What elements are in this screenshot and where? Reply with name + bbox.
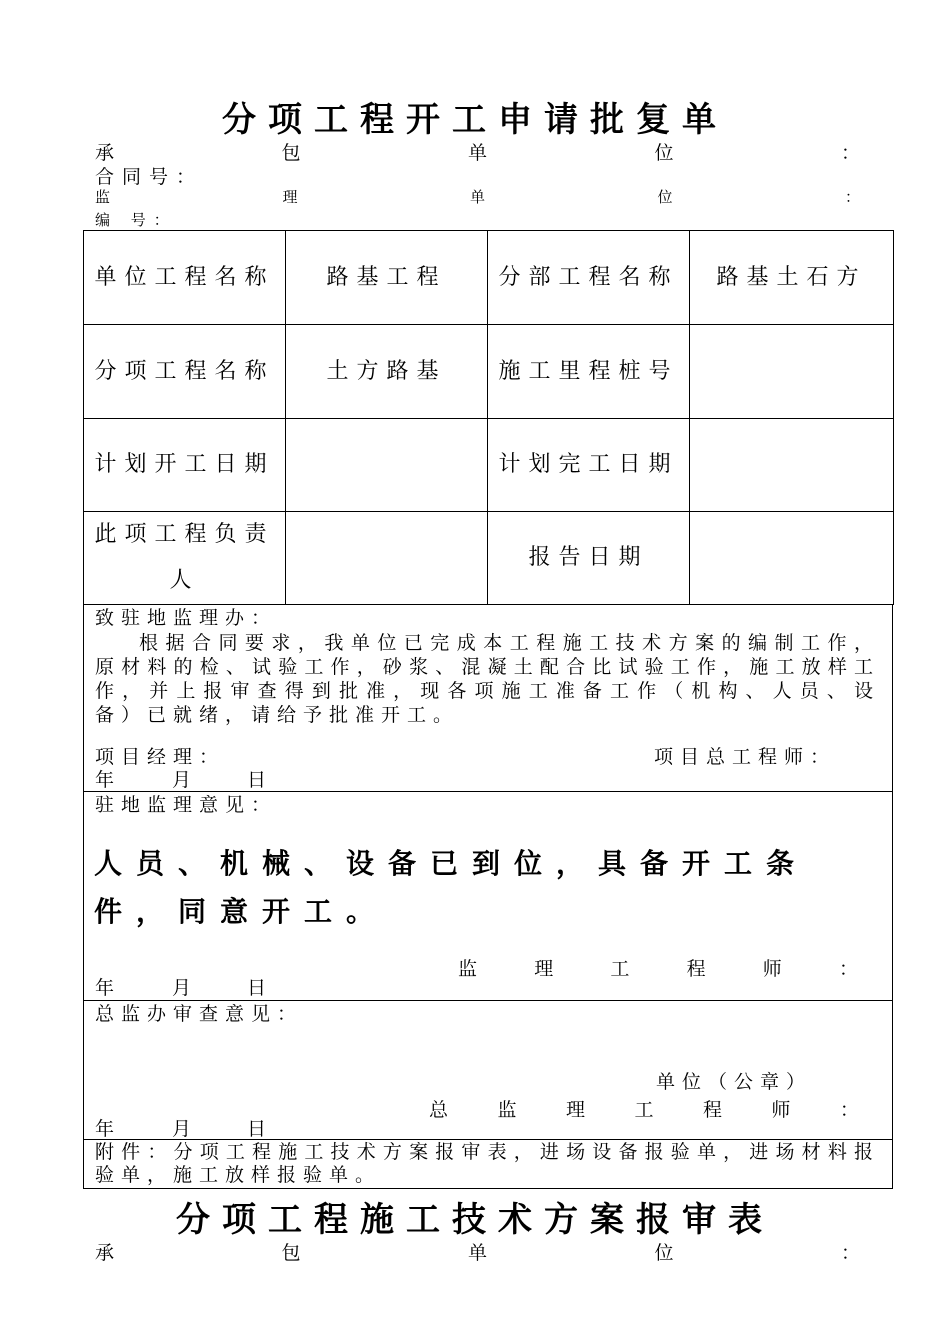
unit-seal-label: 单位（公章） <box>656 1071 813 1093</box>
stake-label: 施工里程桩号 <box>488 325 690 419</box>
division-name-label: 分部工程名称 <box>488 231 690 325</box>
item-name-label: 分项工程名称 <box>84 325 286 419</box>
footer-contractor-colon: ： <box>840 1242 860 1264</box>
resident-date-day: 日 <box>247 977 274 999</box>
chief-char: 师 <box>771 1099 791 1121</box>
engineer-colon: ： <box>838 958 858 980</box>
stake-value <box>690 325 894 419</box>
chief-supervisor-line <box>429 1095 859 1122</box>
contractor-char: 承 <box>95 142 115 164</box>
supervising-engineer-line <box>458 954 858 981</box>
supervisor-char: 监 <box>95 188 111 206</box>
plan-start-value <box>286 419 488 512</box>
chief-char: 总 <box>429 1099 449 1121</box>
footer-contractor-line <box>95 1238 860 1265</box>
item-name-value: 土方路基 <box>286 325 488 419</box>
chief-opinion-label: 总监办审查意见： <box>95 1003 304 1025</box>
supervisor-char: 单 <box>469 188 485 206</box>
plan-start-label: 计划开工日期 <box>84 419 286 512</box>
supervisor-colon: ： <box>844 188 860 206</box>
resident-opinion-label: 驻地监理意见： <box>95 794 278 816</box>
engineer-char: 监 <box>458 958 478 980</box>
unit-name-value: 路基工程 <box>286 231 488 325</box>
chief-char: 监 <box>497 1099 517 1121</box>
supervisor-char: 理 <box>282 188 298 206</box>
contractor-colon: ： <box>840 142 860 164</box>
division-name-value: 路基土石方 <box>690 231 894 325</box>
second-title: 分项工程施工技术方案报审表 <box>176 1200 774 1240</box>
supervisor-char: 位 <box>657 188 673 206</box>
application-body: 根据合同要求，我单位已完成本工程施工技术方案的编制工作，原材料的检、试验工作，砂浆、混凝土配合比试验工作，施工放样工作，并上报审查得到批准，现各项施工准备工作（机构、人员、设备）已就绪，请给予批准开工。 <box>95 632 880 726</box>
project-manager-label: 项目经理： <box>95 746 226 768</box>
chief-char: 程 <box>702 1099 722 1121</box>
application-date-year: 年 <box>95 769 122 791</box>
footer-contractor-char: 包 <box>281 1242 301 1264</box>
contractor-char: 位 <box>654 142 674 164</box>
engineer-char: 理 <box>534 958 554 980</box>
resident-date-month: 月 <box>172 977 199 999</box>
attachment-text: 附件：分项工程施工技术方案报审表，进场设备报验单，进场材料报验单，施工放样报验单。 <box>95 1141 880 1186</box>
footer-contractor-char: 承 <box>95 1242 115 1264</box>
responsible-label: 此项工程负责人 <box>84 512 286 605</box>
resident-opinion-content: 人员、机械、设备已到位，具备开工条件，同意开工。 <box>94 847 809 928</box>
footer-contractor-char: 单 <box>467 1242 487 1264</box>
chief-date-year: 年 <box>95 1118 122 1140</box>
engineer-char: 工 <box>610 958 630 980</box>
supervisor-line <box>95 186 860 207</box>
plan-end-label: 计划完工日期 <box>488 419 690 512</box>
engineer-char: 师 <box>762 958 782 980</box>
chief-char: 工 <box>634 1099 654 1121</box>
plan-end-value <box>690 419 894 512</box>
page-title: 分项工程开工申请批复单 <box>222 100 728 140</box>
unit-name-label: 单位工程名称 <box>84 231 286 325</box>
number-label: 编 号： <box>95 211 177 229</box>
application-section <box>83 604 893 792</box>
contractor-line <box>95 138 860 165</box>
chief-date-month: 月 <box>172 1118 199 1140</box>
application-date-month: 月 <box>172 769 199 791</box>
contractor-char: 包 <box>281 142 301 164</box>
info-table <box>83 230 894 605</box>
attachment-section <box>83 1140 893 1189</box>
chief-date-day: 日 <box>247 1118 274 1140</box>
responsible-value <box>286 512 488 605</box>
report-date-label: 报告日期 <box>488 512 690 605</box>
chief-opinion-section <box>83 1001 893 1140</box>
application-date-day: 日 <box>247 769 274 791</box>
application-to: 致驻地监理办： <box>95 607 278 629</box>
footer-contractor-char: 位 <box>654 1242 674 1264</box>
chief-char: 理 <box>565 1099 585 1121</box>
chief-colon: ： <box>839 1099 859 1121</box>
chief-engineer-label: 项目总工程师： <box>654 746 837 768</box>
resident-opinion-section <box>83 792 893 1001</box>
contractor-char: 单 <box>467 142 487 164</box>
report-date-value <box>690 512 894 605</box>
engineer-char: 程 <box>686 958 706 980</box>
contract-number-label: 合同号： <box>95 166 204 188</box>
resident-date-year: 年 <box>95 977 122 999</box>
